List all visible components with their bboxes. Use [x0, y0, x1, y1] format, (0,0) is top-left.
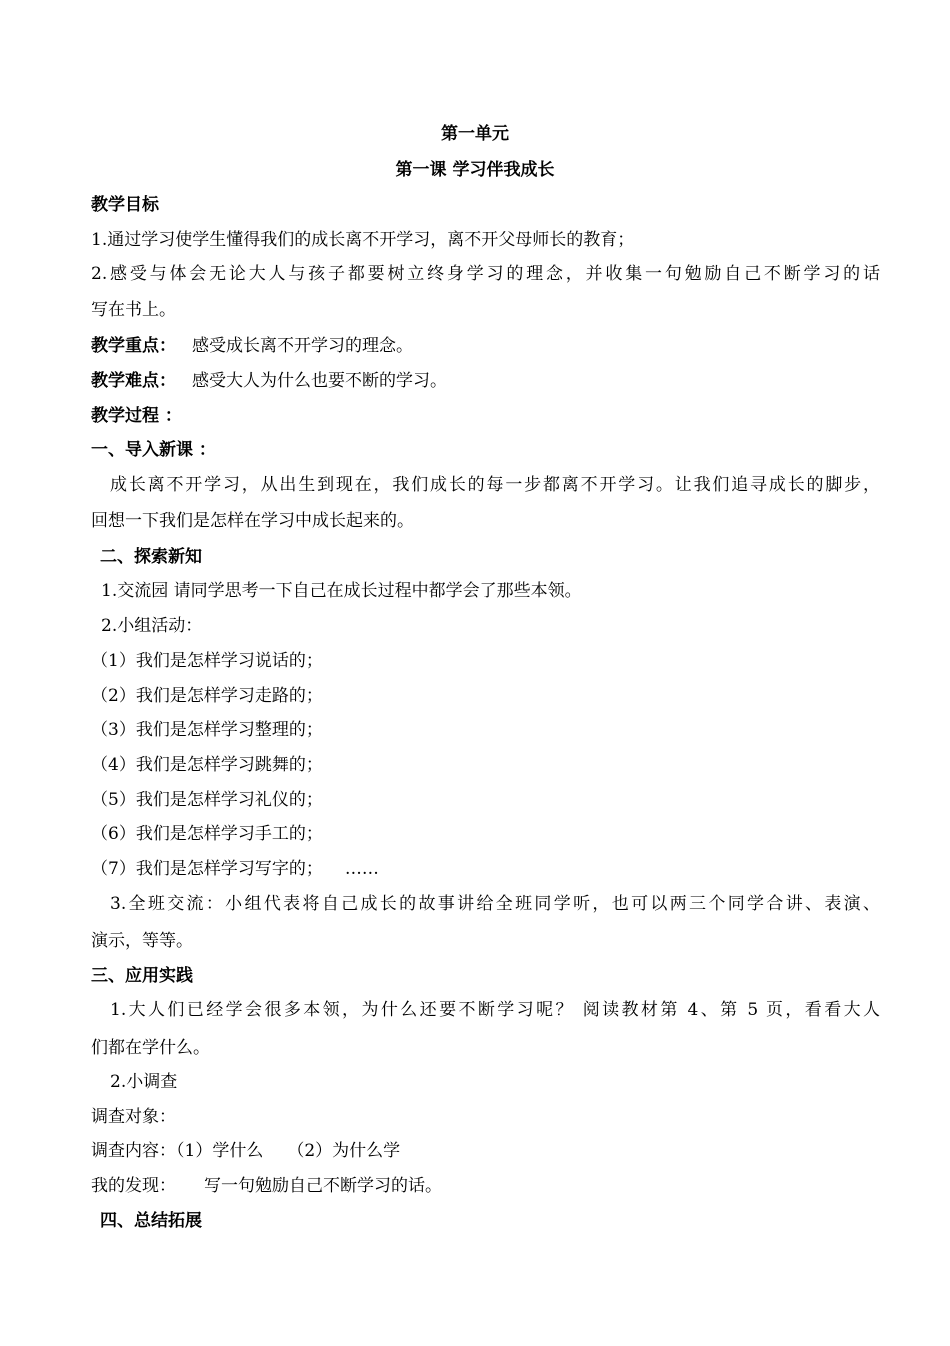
activity-item: （5）我们是怎样学习礼仪的；: [91, 790, 323, 810]
activity-item: （1）我们是怎样学习说话的；: [91, 651, 323, 671]
goal-item-2-line-2: 写在书上。: [91, 300, 176, 320]
lesson-title: 第一课 学习伴我成长: [395, 160, 555, 180]
difficulty-label: 教学难点：: [91, 371, 176, 391]
activity-item: （4）我们是怎样学习跳舞的；: [91, 755, 323, 775]
finding: [91, 1175, 880, 1197]
section-3-heading: 三、应用实践: [91, 966, 193, 986]
section-1-para-line-1: 成长离不开学习，从出生到现在，我们成长的每一步都离不开学习。让我们追寻成长的脚步，: [110, 475, 880, 495]
section-3-item-2: 2.小调查: [110, 1072, 178, 1092]
difficulty-text: 感受大人为什么也要不断的学习。: [192, 371, 447, 391]
survey-content-label: 调查内容：: [91, 1141, 176, 1161]
section-2-item-1: 1.交流园 请同学思考一下自己在成长过程中都学会了那些本领。: [101, 581, 582, 601]
difficulty: [91, 370, 880, 392]
finding-label: 我的发现：: [91, 1176, 176, 1196]
key-point-text: 感受成长离不开学习的理念。: [192, 336, 413, 356]
process-heading: 教学过程 ：: [91, 406, 182, 426]
activity-item: （3）我们是怎样学习整理的；: [91, 720, 323, 740]
section-3-item-1-line-1: 1.大人们已经学会很多本领，为什么还要不断学习呢？ 阅读教材第 4、第 5 页，看看大人: [110, 1000, 880, 1020]
section-2-item-3-line-2: 演示，等等。: [91, 931, 193, 951]
section-4-heading: 四、总结拓展: [100, 1211, 202, 1231]
finding-text: 写一句勉励自己不断学习的话。: [204, 1176, 442, 1196]
activity-ellipsis: ……: [344, 859, 379, 879]
section-3-item-1-line-2: 们都在学什么。: [91, 1038, 210, 1058]
section-1-para-line-2: 回想一下我们是怎样在学习中成长起来的。: [91, 511, 414, 531]
activity-item: （6）我们是怎样学习手工的；: [91, 824, 323, 844]
section-2-heading: 二、探索新知: [100, 547, 202, 567]
survey-content-2: （2）为什么学: [287, 1141, 401, 1161]
section-2-item-2: 2.小组活动：: [101, 616, 203, 636]
unit-title: 第一单元: [441, 124, 509, 144]
section-1-heading: 一、导入新课 ：: [91, 440, 216, 460]
goals-heading: 教学目标: [91, 195, 159, 215]
survey-content: [91, 1140, 880, 1162]
activity-item: （7）我们是怎样学习写字的；: [91, 859, 323, 879]
activity-item-last: [91, 858, 880, 880]
survey-target: 调查对象：: [91, 1107, 176, 1127]
goal-item-1: 1.通过学习使学生懂得我们的成长离不开学习，离不开父母师长的教育；: [91, 230, 635, 250]
survey-content-1: （1）学什么: [176, 1141, 264, 1161]
key-point-label: 教学重点：: [91, 336, 176, 356]
activity-item: （2）我们是怎样学习走路的；: [91, 686, 323, 706]
key-point: [91, 335, 880, 357]
section-2-item-3-line-1: 3.全班交流：小组代表将自己成长的故事讲给全班同学听，也可以两三个同学合讲、表演、: [110, 894, 880, 914]
goal-item-2-line-1: 2.感受与体会无论大人与孩子都要树立终身学习的理念，并收集一句勉励自己不断学习的话: [91, 264, 880, 284]
